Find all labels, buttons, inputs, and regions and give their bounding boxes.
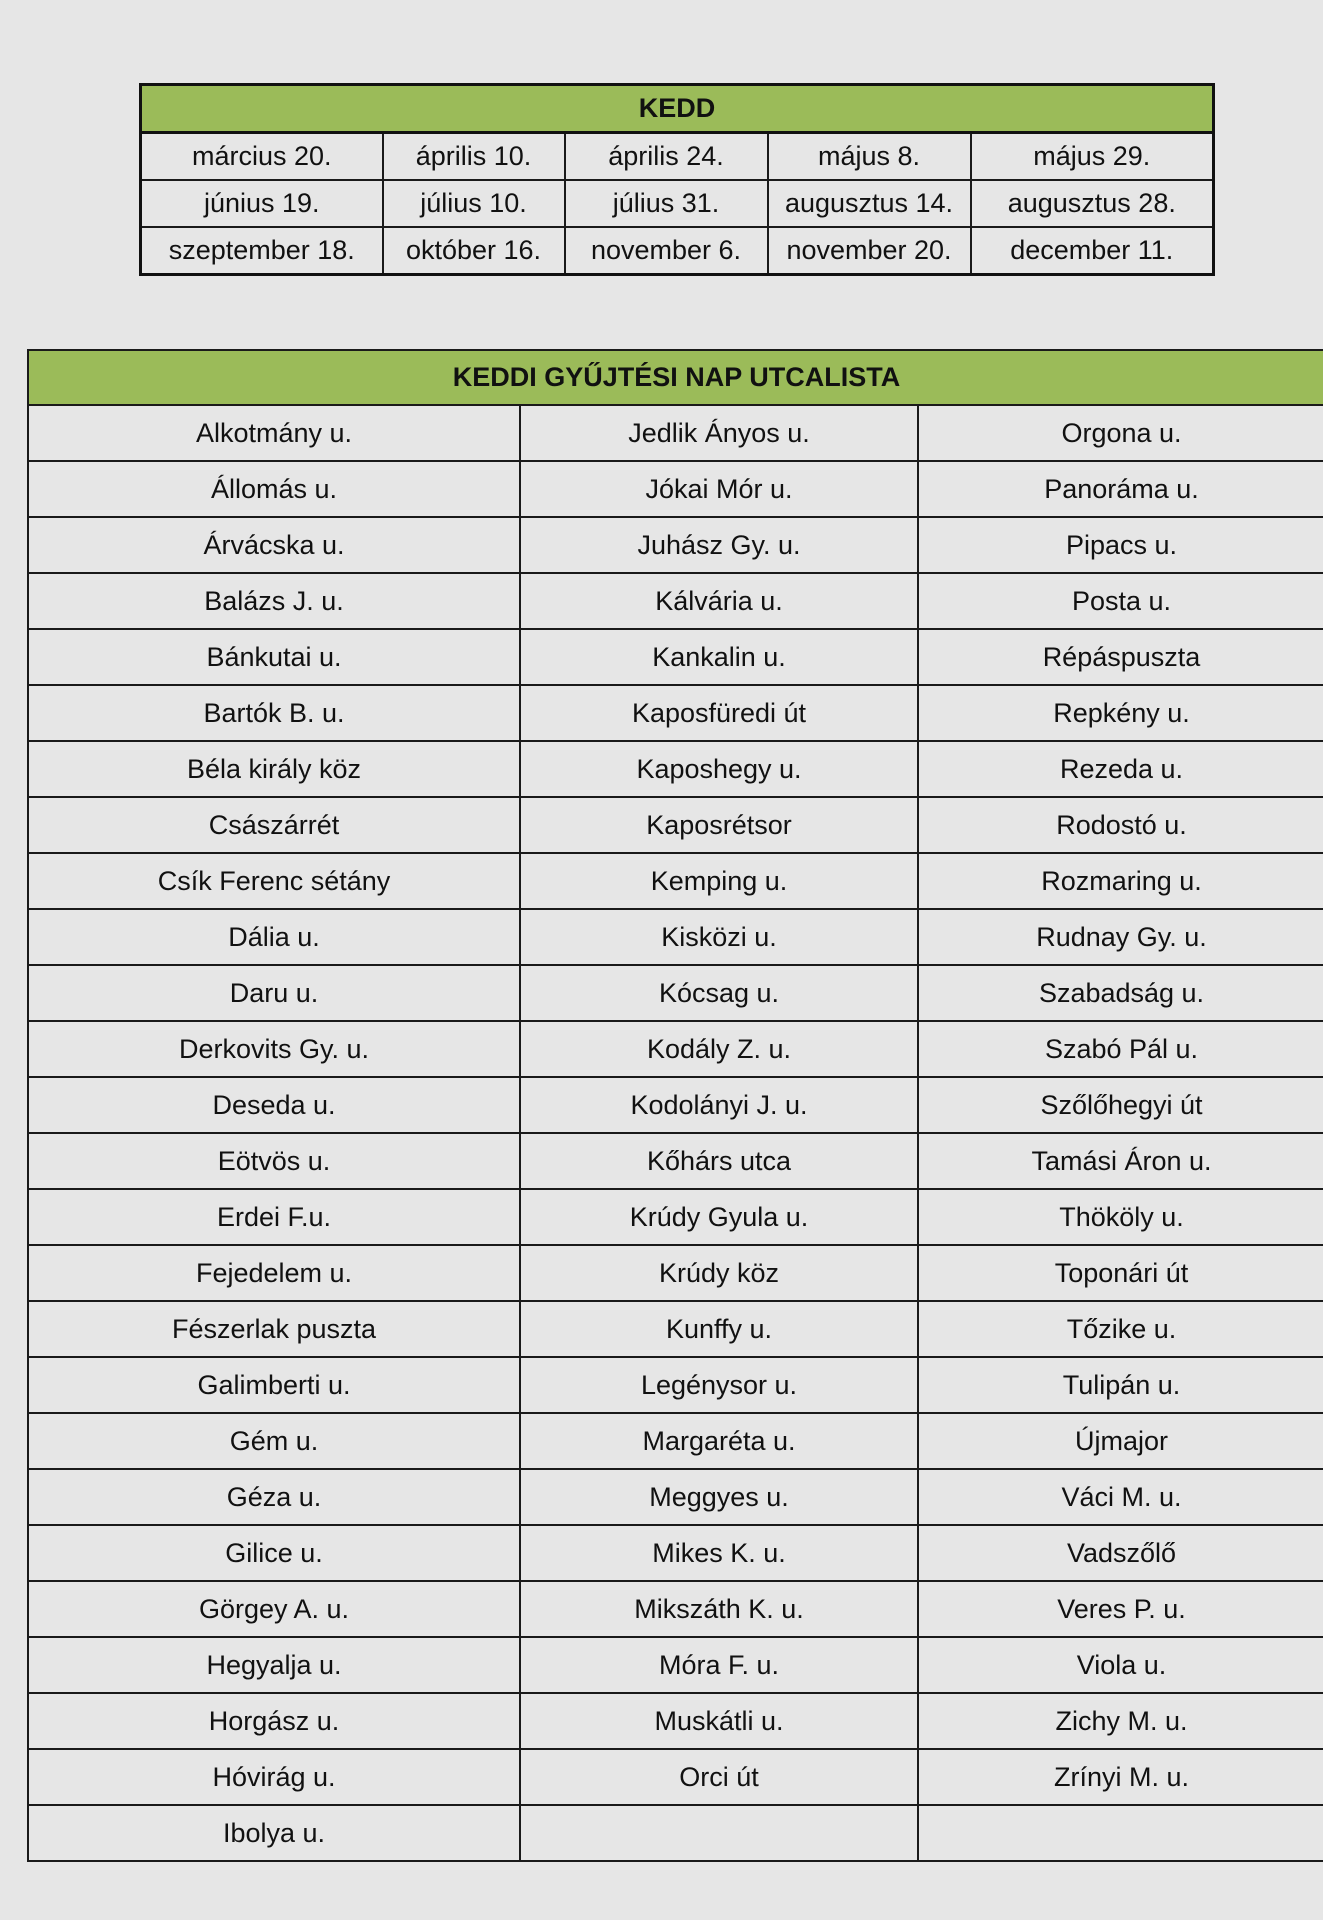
street-cell: Orci út <box>520 1749 918 1805</box>
street-cell: Galimberti u. <box>28 1357 520 1413</box>
street-cell: Bánkutai u. <box>28 629 520 685</box>
street-row <box>28 685 1323 741</box>
street-list-table <box>27 349 1323 1862</box>
dates-table-body <box>141 133 1214 275</box>
collection-dates-table <box>139 83 1215 276</box>
street-row <box>28 629 1323 685</box>
date-cell: november 20. <box>768 227 971 275</box>
street-cell: Kaposrétsor <box>520 797 918 853</box>
street-cell: Hóvirág u. <box>28 1749 520 1805</box>
street-cell: Hegyalja u. <box>28 1637 520 1693</box>
street-row <box>28 405 1323 461</box>
street-cell: Kemping u. <box>520 853 918 909</box>
street-cell: Dália u. <box>28 909 520 965</box>
street-cell: Repkény u. <box>918 685 1323 741</box>
dates-table-title: KEDD <box>141 85 1214 133</box>
street-cell: Horgász u. <box>28 1693 520 1749</box>
street-cell: Kaposhegy u. <box>520 741 918 797</box>
street-cell: Váci M. u. <box>918 1469 1323 1525</box>
street-cell: Rodostó u. <box>918 797 1323 853</box>
street-cell: Kodolányi J. u. <box>520 1077 918 1133</box>
street-cell: Deseda u. <box>28 1077 520 1133</box>
street-row <box>28 1469 1323 1525</box>
street-row <box>28 1357 1323 1413</box>
street-cell: Állomás u. <box>28 461 520 517</box>
dates-row <box>141 133 1214 181</box>
street-cell: Kaposfüredi út <box>520 685 918 741</box>
street-row <box>28 741 1323 797</box>
street-cell: Rezeda u. <box>918 741 1323 797</box>
street-row <box>28 1637 1323 1693</box>
street-cell: Margaréta u. <box>520 1413 918 1469</box>
street-cell: Rozmaring u. <box>918 853 1323 909</box>
street-cell: Zrínyi M. u. <box>918 1749 1323 1805</box>
street-cell: Görgey A. u. <box>28 1581 520 1637</box>
street-cell: Gilice u. <box>28 1525 520 1581</box>
street-cell: Alkotmány u. <box>28 405 520 461</box>
street-row <box>28 909 1323 965</box>
street-list-title: KEDDI GYŰJTÉSI NAP UTCALISTA <box>28 350 1323 405</box>
street-cell: Fészerlak puszta <box>28 1301 520 1357</box>
street-row <box>28 1189 1323 1245</box>
street-cell: Kőhárs utca <box>520 1133 918 1189</box>
street-cell: Tulipán u. <box>918 1357 1323 1413</box>
street-cell: Répáspuszta <box>918 629 1323 685</box>
street-cell: Muskátli u. <box>520 1693 918 1749</box>
street-cell: Pipacs u. <box>918 517 1323 573</box>
street-cell: Rudnay Gy. u. <box>918 909 1323 965</box>
street-cell: Orgona u. <box>918 405 1323 461</box>
street-cell: Krúdy Gyula u. <box>520 1189 918 1245</box>
street-cell: Meggyes u. <box>520 1469 918 1525</box>
street-cell: Derkovits Gy. u. <box>28 1021 520 1077</box>
street-cell: Móra F. u. <box>520 1637 918 1693</box>
street-cell: Szabó Pál u. <box>918 1021 1323 1077</box>
street-cell: Thököly u. <box>918 1189 1323 1245</box>
street-cell: Erdei F.u. <box>28 1189 520 1245</box>
street-cell: Kodály Z. u. <box>520 1021 918 1077</box>
street-cell: Tőzike u. <box>918 1301 1323 1357</box>
dates-row <box>141 227 1214 275</box>
street-row <box>28 797 1323 853</box>
date-cell: április 10. <box>383 133 565 181</box>
street-row <box>28 461 1323 517</box>
street-row <box>28 1077 1323 1133</box>
street-cell: Fejedelem u. <box>28 1245 520 1301</box>
street-cell: Béla király köz <box>28 741 520 797</box>
street-cell: Árvácska u. <box>28 517 520 573</box>
street-row <box>28 853 1323 909</box>
street-cell: Toponári út <box>918 1245 1323 1301</box>
street-cell: Eötvös u. <box>28 1133 520 1189</box>
street-list-body <box>28 405 1323 1861</box>
street-cell: Legénysor u. <box>520 1357 918 1413</box>
date-cell: november 6. <box>565 227 768 275</box>
street-cell: Veres P. u. <box>918 1581 1323 1637</box>
date-cell: május 29. <box>971 133 1214 181</box>
date-cell: október 16. <box>383 227 565 275</box>
street-cell <box>918 1805 1323 1861</box>
street-row <box>28 1525 1323 1581</box>
street-cell: Szabadság u. <box>918 965 1323 1021</box>
date-cell: augusztus 28. <box>971 180 1214 227</box>
street-row <box>28 1749 1323 1805</box>
street-cell: Bartók B. u. <box>28 685 520 741</box>
street-row <box>28 1413 1323 1469</box>
date-cell: december 11. <box>971 227 1214 275</box>
street-cell: Gém u. <box>28 1413 520 1469</box>
street-cell: Mikszáth K. u. <box>520 1581 918 1637</box>
date-cell: április 24. <box>565 133 768 181</box>
street-cell: Kócsag u. <box>520 965 918 1021</box>
street-cell: Kankalin u. <box>520 629 918 685</box>
street-cell: Krúdy köz <box>520 1245 918 1301</box>
street-cell: Mikes K. u. <box>520 1525 918 1581</box>
street-cell: Császárrét <box>28 797 520 853</box>
street-row <box>28 1133 1323 1189</box>
street-cell: Balázs J. u. <box>28 573 520 629</box>
street-cell: Viola u. <box>918 1637 1323 1693</box>
street-row <box>28 1245 1323 1301</box>
street-cell: Jedlik Ányos u. <box>520 405 918 461</box>
street-cell: Kisközi u. <box>520 909 918 965</box>
street-cell: Posta u. <box>918 573 1323 629</box>
street-cell: Ibolya u. <box>28 1805 520 1861</box>
street-cell: Panoráma u. <box>918 461 1323 517</box>
street-row <box>28 1021 1323 1077</box>
street-row <box>28 965 1323 1021</box>
street-row <box>28 573 1323 629</box>
street-cell: Újmajor <box>918 1413 1323 1469</box>
date-cell: augusztus 14. <box>768 180 971 227</box>
street-cell: Szőlőhegyi út <box>918 1077 1323 1133</box>
date-cell: szeptember 18. <box>141 227 383 275</box>
street-row <box>28 517 1323 573</box>
street-cell: Jókai Mór u. <box>520 461 918 517</box>
street-row <box>28 1693 1323 1749</box>
street-cell: Csík Ferenc sétány <box>28 853 520 909</box>
street-cell: Kunffy u. <box>520 1301 918 1357</box>
street-cell: Tamási Áron u. <box>918 1133 1323 1189</box>
street-row <box>28 1805 1323 1861</box>
street-row <box>28 1301 1323 1357</box>
dates-row <box>141 180 1214 227</box>
street-cell: Vadszőlő <box>918 1525 1323 1581</box>
date-cell: július 10. <box>383 180 565 227</box>
street-cell: Daru u. <box>28 965 520 1021</box>
date-cell: július 31. <box>565 180 768 227</box>
street-cell <box>520 1805 918 1861</box>
street-cell: Géza u. <box>28 1469 520 1525</box>
street-cell: Kálvária u. <box>520 573 918 629</box>
date-cell: május 8. <box>768 133 971 181</box>
street-cell: Zichy M. u. <box>918 1693 1323 1749</box>
date-cell: március 20. <box>141 133 383 181</box>
date-cell: június 19. <box>141 180 383 227</box>
street-cell: Juhász Gy. u. <box>520 517 918 573</box>
street-row <box>28 1581 1323 1637</box>
